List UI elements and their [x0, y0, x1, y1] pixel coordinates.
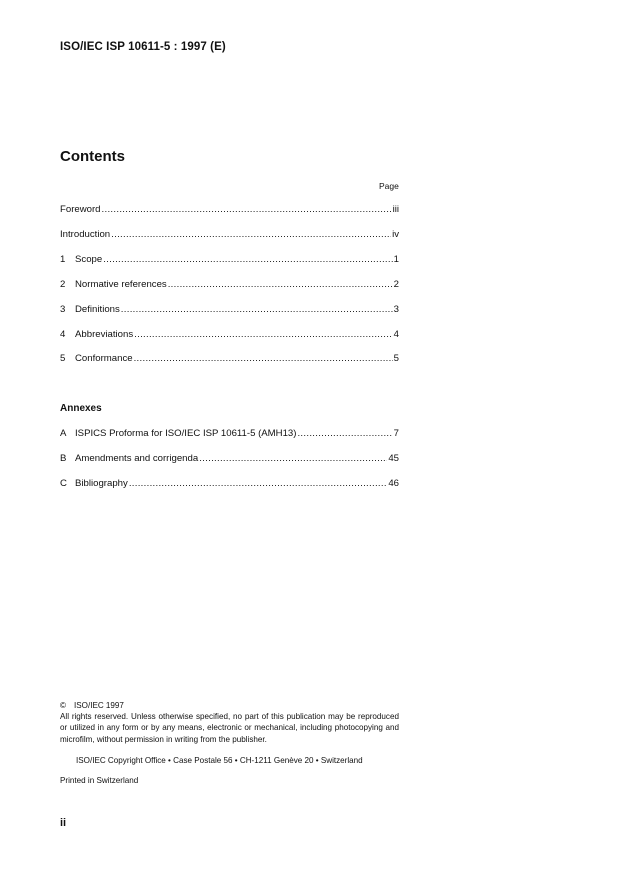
toc-entry-number: 2	[60, 279, 66, 290]
toc-entry-introduction[interactable]	[60, 229, 399, 241]
rights-notice: All rights reserved. Unless otherwise specified, no part of this publication may be reproduced or utilized in any form or by any means, electronic or mechanical, including photocopying and microfilm, without permission in writing from the publisher.	[60, 712, 399, 744]
copyright-office-address: ISO/IEC Copyright Office • Case Postale 56 • CH-1211 Genève 20 • Switzerland	[76, 756, 363, 765]
toc-entry-abbreviations[interactable]	[60, 329, 399, 341]
toc-entry-page: iv	[392, 229, 399, 240]
toc-entry-page: 4	[393, 329, 399, 340]
contents-title: Contents	[60, 148, 125, 165]
annex-letter: A	[60, 428, 67, 439]
toc-entry-page: 3	[393, 304, 399, 315]
copyright-block	[60, 700, 399, 745]
dot-leader	[102, 204, 392, 216]
annex-entry-page: 7	[393, 428, 399, 439]
toc-entry-number: 4	[60, 329, 66, 340]
annex-entry-page: 46	[388, 478, 399, 489]
dot-leader	[121, 304, 393, 316]
annex-entry-c[interactable]	[60, 478, 399, 490]
annex-entry-label: ISPICS Proforma for ISO/IEC ISP 10611-5 (AMH13)	[75, 428, 297, 439]
dot-leader	[134, 353, 393, 365]
toc-entry-normative-references[interactable]	[60, 279, 399, 291]
annex-entry-label: Amendments and corrigenda	[75, 453, 199, 464]
dot-leader	[103, 254, 392, 266]
copyright-symbol: ©	[60, 701, 66, 710]
toc-entry-label: Conformance	[75, 353, 133, 364]
copyright-holder: ISO/IEC 1997	[74, 701, 124, 710]
toc-entry-foreword[interactable]	[60, 204, 399, 216]
annex-entry-label: Bibliography	[75, 478, 128, 489]
toc-entry-label: Normative references	[75, 279, 167, 290]
toc-entry-label: Introduction	[60, 229, 111, 240]
toc-entry-definitions[interactable]	[60, 304, 399, 316]
toc-entry-conformance[interactable]	[60, 353, 399, 365]
page-number: ii	[60, 817, 67, 829]
toc-entry-number: 3	[60, 304, 66, 315]
annex-letter: B	[60, 453, 67, 464]
dot-leader	[168, 279, 393, 291]
toc-entry-label: Scope	[75, 254, 103, 265]
toc-entry-page: 5	[393, 353, 399, 364]
toc-entry-page: 2	[393, 279, 399, 290]
page-column-label: Page	[379, 181, 399, 191]
toc-entry-scope[interactable]	[60, 254, 399, 266]
printed-in-note: Printed in Switzerland	[60, 776, 139, 785]
dot-leader	[199, 453, 387, 465]
toc-entry-number: 1	[60, 254, 66, 265]
annex-entry-a[interactable]	[60, 428, 399, 440]
document-header: ISO/IEC ISP 10611-5 : 1997 (E)	[60, 41, 226, 53]
dot-leader	[134, 329, 393, 341]
annex-entry-page: 45	[388, 453, 399, 464]
dot-leader	[129, 478, 388, 490]
toc-entry-label: Abbreviations	[75, 329, 134, 340]
annexes-heading: Annexes	[60, 403, 102, 414]
toc-entry-label: Foreword	[60, 204, 101, 215]
toc-entry-page: iii	[392, 204, 399, 215]
toc-entry-page: 1	[393, 254, 399, 265]
copyright-line	[60, 700, 399, 711]
annex-entry-b[interactable]	[60, 453, 399, 465]
dot-leader	[297, 428, 392, 440]
toc-entry-label: Definitions	[75, 304, 120, 315]
dot-leader	[111, 229, 391, 241]
annex-letter: C	[60, 478, 67, 489]
toc-entry-number: 5	[60, 353, 66, 364]
